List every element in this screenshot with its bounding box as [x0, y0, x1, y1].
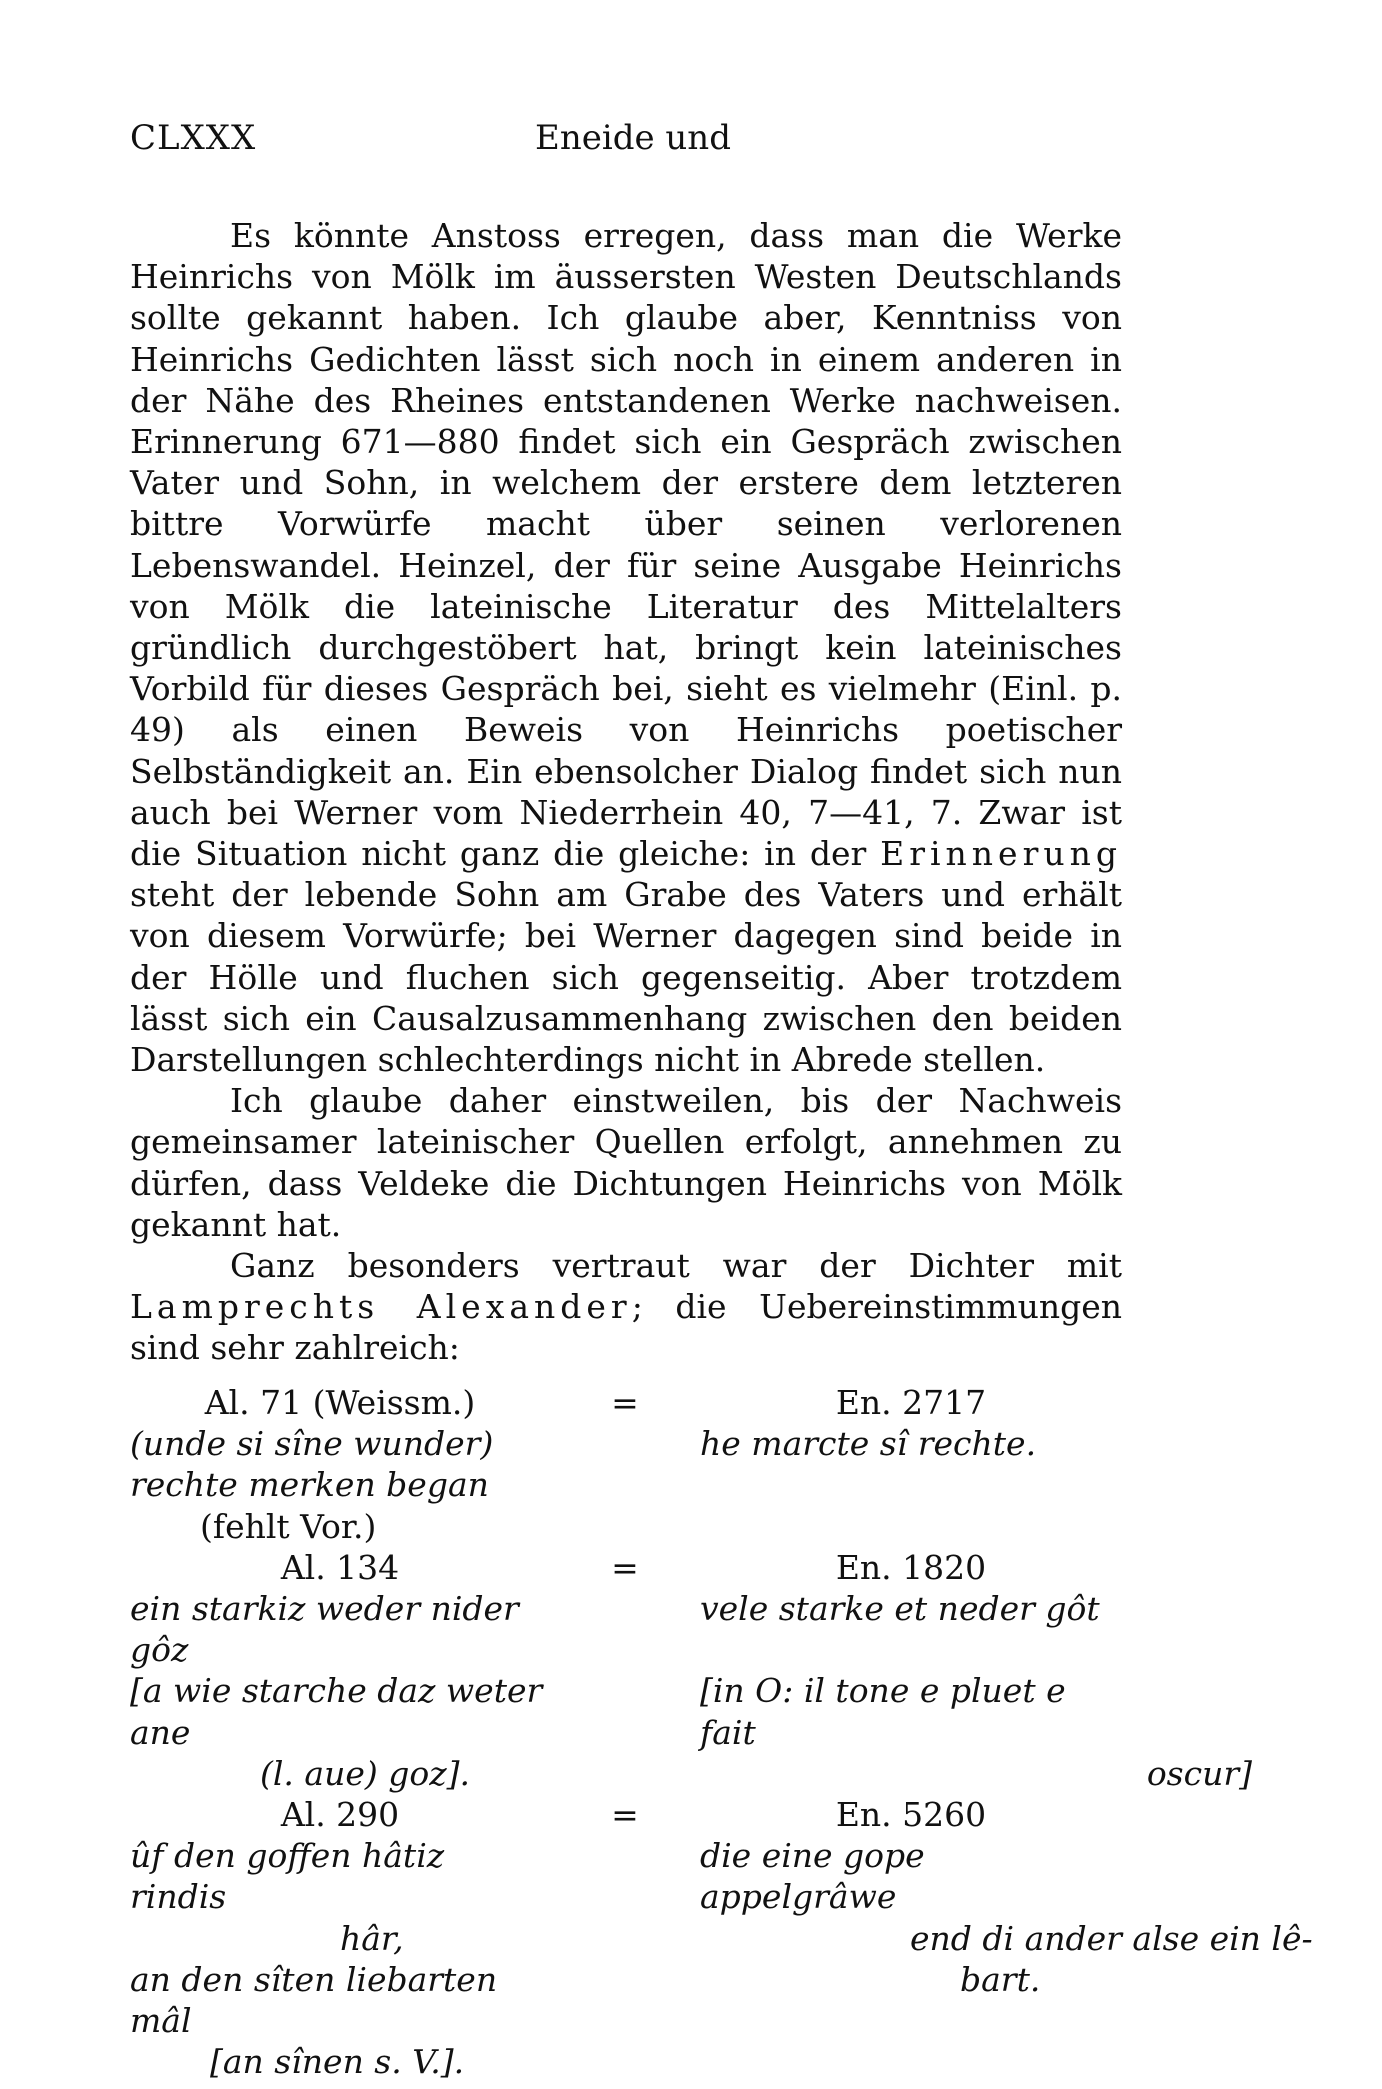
- right-bracket-note: [in O: il tone e pluet e fait: [700, 1671, 1066, 1752]
- concordance-row: [130, 1753, 1252, 1794]
- paragraph-3: [130, 1245, 1122, 1369]
- left-quote-line: ein starkiz weder nider gôz: [130, 1589, 519, 1670]
- equals-sign: =: [611, 1795, 639, 1835]
- right-quote-line: die eine gope appelgrâwe: [700, 1836, 925, 1917]
- running-title: Eneide und: [535, 118, 731, 158]
- right-quote-line: he marcte sî rechte.: [700, 1424, 1037, 1464]
- left-quote-line: an den sîten liebarten mâl: [130, 1959, 498, 2041]
- concordance-row: [130, 1506, 1122, 1547]
- concordance-row: [130, 2041, 1122, 2082]
- paragraph-2: [130, 1080, 1122, 1245]
- left-quote-line: hâr,: [340, 1918, 404, 1958]
- concordance-row: [130, 1835, 1122, 1917]
- left-note: (fehlt Vor.): [200, 1506, 377, 1546]
- left-bracket-note: [an sînen s. V.].: [210, 2042, 465, 2082]
- concordance-row: [130, 1423, 1122, 1464]
- left-ref: Al. 290: [280, 1795, 400, 1835]
- paragraph-1-text: Es könnte Anstoss erregen, dass man die Werke Heinrichs von Mölk im äussersten Westen Deutschlands sollte gekannt haben. Ich glaube aber, Kenntniss von Heinrichs Gedichten lässt sich noch in einem anderen in der Nähe des Rheines entstandenen Werke nachweisen. Erinnerung 671—880 findet sich ein Gespräch zwischen Vater und Sohn, in welchem der erstere dem letzteren bittre Vorwürfe macht über seinen verlorenen Lebenswandel. Heinzel, der für seine Ausgabe Heinrichs von Mölk die lateinische Literatur des Mittelalters gründlich durchgestöbert hat, bringt kein lateinisches Vorbild für dieses Gespräch bei, sieht es vielmehr (Einl. p. 49) als einen Beweis von Heinrichs poetischer Selbständigkeit an. Ein ebensolcher Dialog findet sich nun auch bei Werner vom Niederrhein 40, 7—41, 7. Zwar ist die Situation nicht ganz die gleiche: in der: [130, 216, 1122, 874]
- paragraph-1: [130, 215, 1122, 1080]
- paragraph-3-spaced-title: Lamprechts Alexander: [130, 1287, 632, 1327]
- left-bracket-note: [a wie starche daz weter ane: [130, 1671, 543, 1752]
- concordance-row: [130, 1547, 1122, 1588]
- main-text: [130, 215, 1122, 1369]
- left-bracket-note: (l. aue) goz].: [260, 1753, 470, 1793]
- right-ref: En. 1820: [835, 1547, 987, 1587]
- left-quote-line: rechte merken began: [130, 1465, 489, 1505]
- right-bracket-note: oscur]: [1146, 1753, 1252, 1793]
- right-quote-line: vele starke et neder gôt: [700, 1589, 1100, 1629]
- left-ref: Al. 71 (Weissm.): [204, 1383, 476, 1422]
- equals-sign: =: [611, 1383, 639, 1422]
- equals-sign: =: [611, 1547, 639, 1587]
- concordance-row: [130, 1794, 1122, 1835]
- concordance-row: [130, 1670, 1122, 1752]
- concordance-row: [130, 1959, 1122, 2041]
- paragraph-1-spaced-word: Erinnerung: [880, 834, 1122, 874]
- paragraph-1-tail: steht der lebende Sohn am Grabe des Vaters und erhält von diesem Vorwürfe; bei Werner dagegen sind beide in der Hölle und fluchen sich gegenseitig. Aber trotzdem lässt sich ein Causalzusammenhang zwischen den beiden Darstellungen schlechterdings nicht in Abrede stellen.: [130, 875, 1122, 1080]
- paragraph-2-text: Ich glaube daher einstweilen, bis der Nachweis gemeinsamer lateinischer Quellen erfolgt, annehmen zu dürfen, dass Veldeke die Dichtungen Heinrichs von Mölk gekannt hat.: [130, 1081, 1122, 1244]
- concordance-table: [130, 1382, 1313, 2082]
- left-quote-line: ûf den goffen hâtiz rindis: [130, 1836, 445, 1917]
- right-ref: En. 5260: [835, 1795, 987, 1835]
- page-number: CLXXX: [130, 118, 257, 158]
- concordance-row: [130, 1464, 1122, 1505]
- concordance-row: [130, 1918, 1313, 1959]
- concordance-row: [130, 1588, 1122, 1670]
- left-quote-line: (unde si sîne wunder): [130, 1424, 494, 1464]
- paragraph-3-tail: ; die Uebereinstimmungen sind sehr zahlreich:: [130, 1287, 1122, 1368]
- concordance-row: [130, 1382, 1122, 1423]
- right-quote-line: bart.: [960, 1959, 1041, 1999]
- right-quote-line: end di ander alse ein lê-: [910, 1918, 1313, 1958]
- paragraph-3-text: Ganz besonders vertraut war der Dichter mit: [230, 1246, 1122, 1286]
- right-ref: En. 2717: [835, 1383, 987, 1422]
- left-ref: Al. 134: [280, 1547, 400, 1587]
